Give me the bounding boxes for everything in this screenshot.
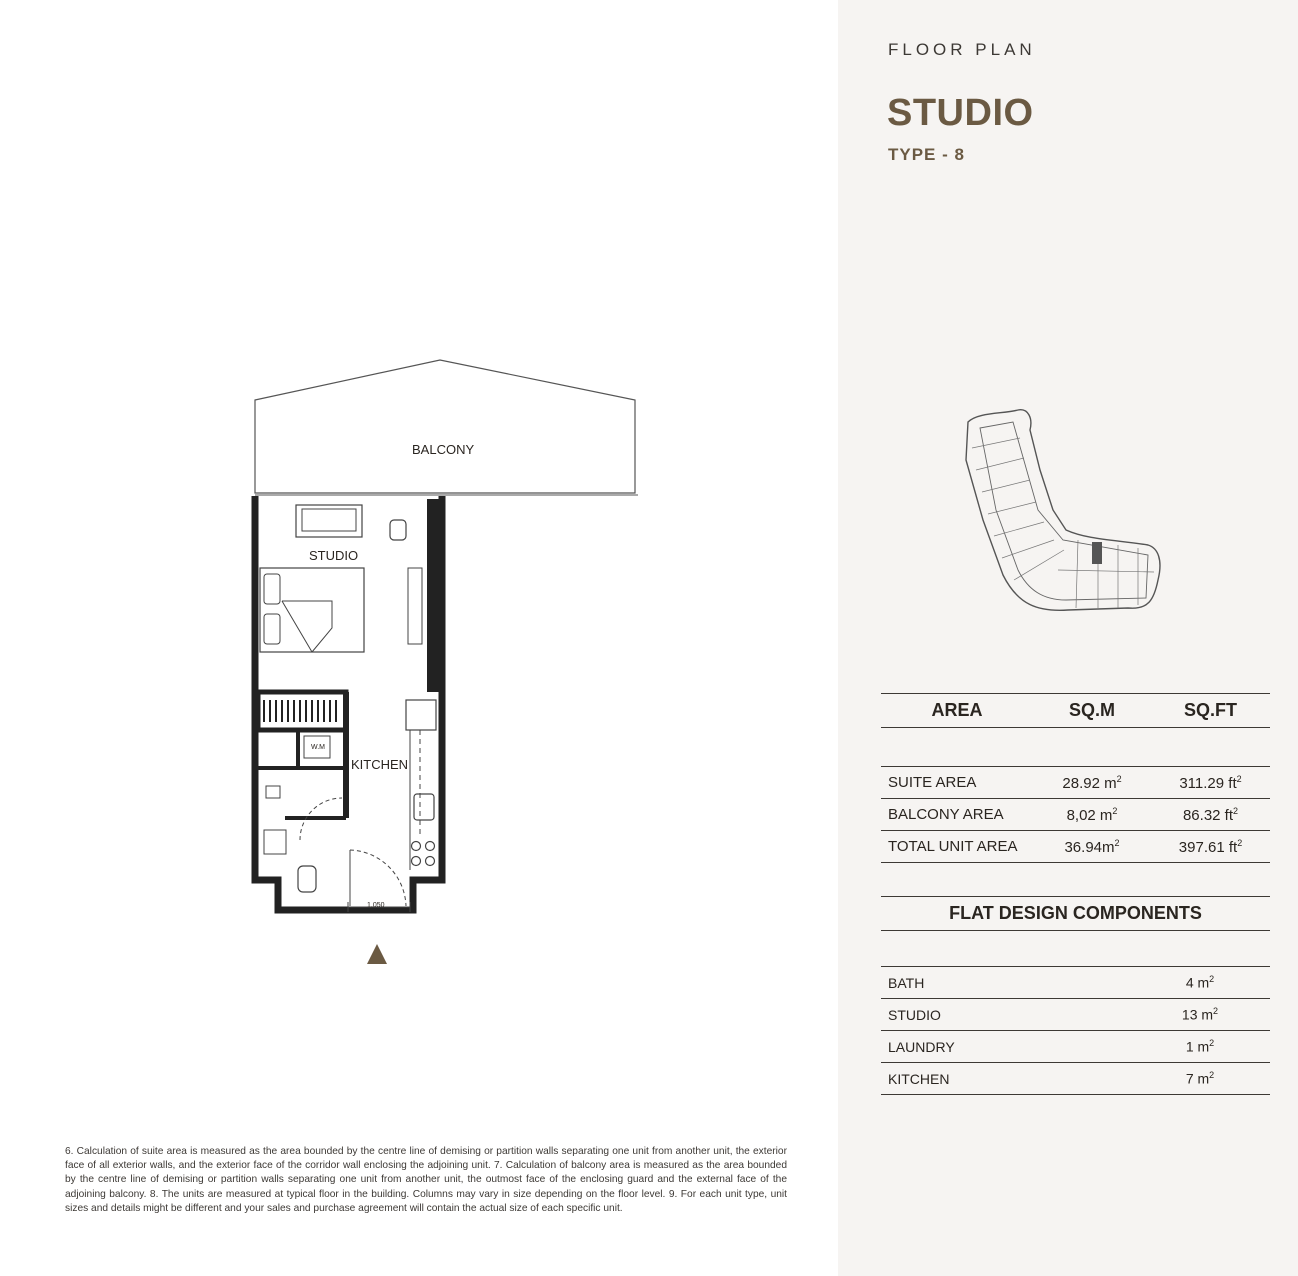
components-table <box>881 966 1270 1095</box>
row-sqm: 28.92 $m^2$ <box>1033 767 1151 799</box>
table-row <box>881 831 1270 863</box>
key-plan-drawing <box>958 400 1168 620</box>
north-arrow-icon <box>367 944 387 964</box>
balcony-outline <box>255 360 635 493</box>
component-label: STUDIO <box>881 999 1130 1031</box>
eyebrow-label: FLOOR PLAN <box>888 40 1036 59</box>
row-sqm: 8,02 $m^2$ <box>1033 799 1151 831</box>
label-balcony: BALCONY <box>412 442 475 457</box>
component-value: 13 $m^2$ <box>1130 999 1270 1031</box>
row-sqft: 397.61 $ft^2$ <box>1151 831 1270 863</box>
unit-type: TYPE - 8 <box>888 145 965 164</box>
component-label: LAUNDRY <box>881 1031 1130 1063</box>
component-value: 1 $m^2$ <box>1130 1031 1270 1063</box>
table-row <box>881 767 1270 799</box>
kitchen-counter <box>408 568 422 644</box>
component-value: 7 $m^2$ <box>1130 1063 1270 1095</box>
row-sqft: 86.32 $ft^2$ <box>1151 799 1270 831</box>
hob <box>412 842 435 866</box>
bed <box>260 568 364 652</box>
row-label: SUITE AREA <box>881 767 1033 799</box>
row-label: BALCONY AREA <box>881 799 1033 831</box>
label-wm: W.M <box>311 744 325 751</box>
footnote: 6. Calculation of suite area is measured as the area bounded by the centre line of demising or partition walls separating one unit from another unit, the exterior face of all exterior walls, and the exterior face of the corridor wall enclosing the adjoining unit. 7. Calculation of balcony area is measured as the area bounded by the centre line of demising or partition walls separating one unit from another unit, the outmost face of the enclosing guard and the external face of the adjoining balcony. 8. The units are measured at typical floor in the building. Columns may vary in size depending on the floor level. 9. For each unit type, unit sizes and details might be different and your sales and purchase agreement will contain the actual size of each specific unit. <box>65 1146 787 1214</box>
page-title: STUDIO <box>887 92 1034 134</box>
label-kitchen: KITCHEN <box>351 757 409 772</box>
component-value: 4 $m^2$ <box>1130 967 1270 999</box>
list-item <box>881 1031 1270 1063</box>
sofa <box>296 505 362 537</box>
label-dimension: 1,050 <box>367 902 385 909</box>
table-row <box>881 799 1270 831</box>
components-title: FLAT DESIGN COMPONENTS <box>881 896 1270 931</box>
list-item <box>881 999 1270 1031</box>
info-panel <box>838 0 1298 1276</box>
list-item <box>881 967 1270 999</box>
sqm-header: SQ.M <box>1033 694 1151 728</box>
toilet <box>298 866 316 892</box>
sqft-header: SQ.FT <box>1151 694 1270 728</box>
row-sqft: 311.29 $ft^2$ <box>1151 767 1270 799</box>
component-label: BATH <box>881 967 1130 999</box>
sink <box>414 794 434 820</box>
component-label: KITCHEN <box>881 1063 1130 1095</box>
row-sqm: $36.94m^2$ <box>1033 831 1151 863</box>
area-table <box>881 693 1270 863</box>
area-header: AREA <box>881 694 1033 728</box>
label-studio: STUDIO <box>309 548 359 563</box>
list-item <box>881 1063 1270 1095</box>
bath-sink <box>264 830 286 854</box>
row-label: TOTAL UNIT AREA <box>881 831 1033 863</box>
